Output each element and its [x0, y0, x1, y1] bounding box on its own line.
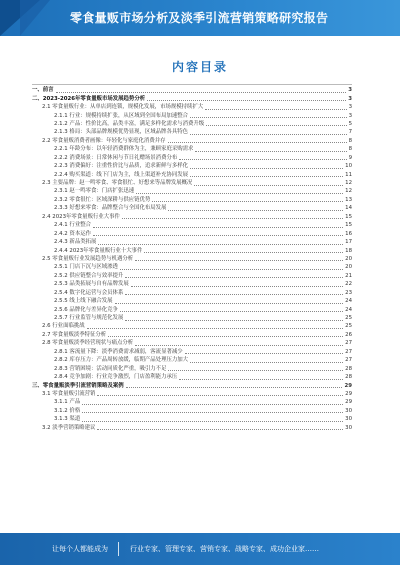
toc-entry-page: 25 [345, 323, 352, 330]
toc-entry-label: 2.8.2 库存压力：产品周转放缓，临期产品处理压力加大 [54, 357, 189, 364]
toc-entry-page: 30 [345, 424, 352, 431]
table-of-contents [32, 86, 352, 432]
toc-entry-page: 10 [345, 163, 352, 170]
toc-entry-label: 2.8.3 营销困境：活动同质化严重，吸引力不足 [54, 365, 167, 372]
toc-leader-dots [190, 176, 343, 177]
toc-entry[interactable] [32, 204, 352, 212]
toc-entry-label: 一、前言 [32, 87, 54, 94]
toc-entry[interactable] [32, 305, 352, 313]
toc-leader-dots [87, 328, 344, 329]
toc-entry[interactable] [32, 390, 352, 398]
toc-entry-page: 27 [345, 340, 352, 347]
toc-entry-page: 14 [345, 205, 352, 212]
toc-entry[interactable] [32, 364, 352, 372]
toc-leader-dots [190, 117, 347, 118]
toc-entry[interactable] [32, 398, 352, 406]
toc-leader-dots [98, 244, 343, 245]
toc-leader-dots [195, 151, 346, 152]
toc-entry-label: 2.2.4 购买渠道：线下门店为主，线上渠道补充协同发展 [54, 171, 189, 178]
toc-entry[interactable] [32, 229, 352, 237]
toc-entry-page: 21 [345, 272, 352, 279]
toc-entry-page: 30 [345, 416, 352, 423]
toc-entry[interactable] [32, 170, 352, 178]
toc-leader-dots [122, 218, 343, 219]
toc-leader-dots [135, 345, 343, 346]
toc-leader-dots [179, 159, 346, 160]
toc-leader-dots [93, 235, 343, 236]
toc-entry-page: 5 [348, 120, 352, 127]
toc-leader-dots [93, 227, 343, 228]
report-header-banner [0, 0, 400, 36]
toc-leader-dots [125, 294, 343, 295]
toc-entry-page: 18 [345, 247, 352, 254]
toc-leader-dots [82, 412, 343, 413]
toc-entry[interactable] [32, 263, 352, 271]
toc-entry-page: 23 [345, 289, 352, 296]
toc-entry-label: 三、零食量贩淡季引流营销策略及案例 [32, 382, 124, 389]
toc-entry-label: 2.8 零食量贩淡季经营现状与痛点分析 [42, 340, 134, 347]
toc-entry-label: 3.1.2 价格 [54, 407, 81, 414]
toc-leader-dots [97, 395, 343, 396]
toc-entry-label: 2.3.1 赵一鸣零食：门店扩张迅速 [54, 188, 135, 195]
toc-entry-label: 2.7 零食量贩淡季特征分析 [42, 331, 107, 338]
toc-leader-dots [147, 100, 346, 101]
toc-entry-page: 15 [345, 213, 352, 220]
toc-entry-label: 3.1 零食量贩引流营销 [42, 390, 96, 397]
toc-entry-page: 15 [345, 222, 352, 229]
toc-leader-dots [190, 362, 343, 363]
toc-entry[interactable] [32, 154, 352, 162]
toc-entry-page: 26 [345, 331, 352, 338]
footer-roles: 行业专家、管理专家、营销专家、战略专家、成功企业家…… [130, 545, 319, 553]
toc-entry-page: 3 [348, 104, 352, 111]
toc-entry[interactable] [32, 373, 352, 381]
toc-entry-page: 20 [345, 264, 352, 271]
toc-entry-label: 2.5.3 品类拓展与自有品牌发展 [54, 281, 129, 288]
toc-entry-page: 3 [348, 87, 352, 94]
toc-entry-label: 2.5.1 门店下沉与区域渗透 [54, 264, 118, 271]
toc-entry-page: 12 [345, 180, 352, 187]
toc-entry-page: 27 [345, 357, 352, 364]
toc-entry[interactable] [32, 221, 352, 229]
toc-leader-dots [120, 269, 343, 270]
toc-entry[interactable] [32, 255, 352, 263]
toc-entry-label: 2.8.4 竞争加剧：行业竞争激烈，门店盈利能力承压 [54, 374, 178, 381]
footer-divider [118, 542, 119, 556]
toc-entry[interactable] [32, 196, 352, 204]
toc-entry[interactable] [32, 162, 352, 170]
toc-entry-label: 2.3.3 好想来零食：品牌整合与全国化布局发展 [54, 205, 167, 212]
toc-entry[interactable] [32, 348, 352, 356]
toc-entry-page: 29 [345, 390, 352, 397]
toc-entry[interactable] [32, 407, 352, 415]
toc-entry-label: 2.4.3 新品类拓展 [54, 239, 97, 246]
toc-entry-label: 2.3.2 零食很忙：区域深耕与供应链优势 [54, 196, 151, 203]
toc-entry-label: 2.4.2 资本运作 [54, 230, 91, 237]
toc-entry[interactable] [32, 424, 352, 432]
toc-entry-label: 2.4 2023年零食量贩行业大事件 [42, 213, 120, 220]
toc-entry[interactable] [32, 137, 352, 145]
toc-leader-dots [126, 387, 343, 388]
toc-entry-page: 28 [345, 374, 352, 381]
toc-entry-label: 3.1.3 渠道 [54, 416, 81, 423]
toc-leader-dots [120, 311, 343, 312]
toc-entry-page: 8 [348, 146, 352, 153]
toc-entry[interactable] [32, 289, 352, 297]
report-title: 零食量贩市场分析及淡季引流营销策略研究报告 [70, 11, 329, 25]
toc-leader-dots [190, 134, 347, 135]
toc-entry[interactable] [32, 238, 352, 246]
toc-leader-dots [205, 109, 346, 110]
toc-entry[interactable] [32, 280, 352, 288]
toc-top-rule [32, 84, 352, 85]
toc-leader-dots [152, 201, 343, 202]
toc-entry[interactable] [32, 314, 352, 322]
toc-entry[interactable] [32, 331, 352, 339]
toc-entry-page: 24 [345, 298, 352, 305]
toc-entry-page: 3 [348, 95, 352, 102]
toc-leader-dots [115, 303, 344, 304]
toc-entry-page: 22 [345, 281, 352, 288]
toc-entry-page: 9 [348, 154, 352, 161]
toc-leader-dots [82, 404, 343, 405]
toc-entry[interactable] [32, 94, 352, 102]
toc-leader-dots [136, 193, 343, 194]
toc-entry-label: 二、2023-2026年零食量贩市场发展趋势分析 [32, 95, 146, 102]
toc-entry-label: 2.1 零食量贩行业：从单店到连锁，规模化发展，市场规模持续扩大 [42, 104, 204, 111]
toc-leader-dots [168, 210, 343, 211]
toc-entry-label: 2.1.1 行业：规模持续扩张，从区域到全国布局加速整合 [54, 112, 189, 119]
toc-entry-page: 29 [344, 382, 352, 389]
toc-entry[interactable] [32, 213, 352, 221]
toc-entry[interactable] [32, 179, 352, 187]
toc-entry-page: 25 [345, 315, 352, 322]
toc-entry-label: 2.5 零食量贩行业发展趋势与机遇分析 [42, 255, 134, 262]
toc-leader-dots [125, 320, 343, 321]
toc-entry[interactable] [32, 297, 352, 305]
toc-leader-dots [194, 185, 343, 186]
toc-entry-page: 16 [345, 230, 352, 237]
toc-entry-label: 2.2 零食量贩消费者画像：年轻化与家庭化消费并存 [42, 137, 166, 144]
toc-entry[interactable] [32, 86, 352, 94]
toc-entry[interactable] [32, 120, 352, 128]
footer-banner [0, 533, 400, 565]
toc-entry-label: 2.2.1 年龄分布：以年轻消费群体为主，兼顾家庭采购需求 [54, 146, 194, 153]
toc-entry-page: 11 [345, 171, 352, 178]
toc-leader-dots [185, 353, 344, 354]
toc-leader-dots [144, 252, 343, 253]
toc-entry-page: 7 [348, 129, 352, 136]
toc-entry[interactable] [32, 187, 352, 195]
toc-entry-label: 2.3 主要品牌：赵一鸣零食、零食很忙、好想来等品牌发展概况 [42, 180, 193, 187]
toc-entry-label: 3.2 淡季营销策略建议 [42, 424, 96, 431]
toc-leader-dots [190, 168, 343, 169]
toc-entry-page: 13 [345, 196, 352, 203]
header-decoration-overlay [20, 0, 50, 36]
toc-leader-dots [125, 277, 343, 278]
toc-entry-label: 2.5.4 数字化运营与会员体系 [54, 289, 124, 296]
toc-entry-label: 2.2.3 消费偏好：注重性价比与品质，追求新鲜与多样化 [54, 163, 189, 170]
toc-entry[interactable] [32, 272, 352, 280]
toc-entry-page: 30 [345, 407, 352, 414]
toc-entry[interactable] [32, 415, 352, 423]
toc-entry-label: 2.4.1 行业整合 [54, 222, 91, 229]
toc-leader-dots [168, 370, 343, 371]
toc-entry-label: 2.1.2 产品：性价比高，品类丰富，满足多样化需求与消费升级 [54, 120, 205, 127]
toc-entry-page: 3 [348, 112, 352, 119]
toc-entry-label: 2.6 行业面临挑战 [42, 323, 85, 330]
toc-entry[interactable] [32, 322, 352, 330]
toc-entry[interactable] [32, 339, 352, 347]
toc-leader-dots [131, 286, 343, 287]
toc-entry-page: 12 [345, 188, 352, 195]
toc-entry-page: 27 [345, 348, 352, 355]
toc-entry-label: 2.5.7 行业监管与规范化发展 [54, 315, 124, 322]
toc-entry[interactable] [32, 128, 352, 136]
toc-entry-label: 2.8.1 客流量下降：淡季消费需求减弱，客流显著减少 [54, 348, 183, 355]
toc-entry[interactable] [32, 381, 352, 389]
toc-leader-dots [179, 379, 343, 380]
toc-entry-page: 17 [345, 239, 352, 246]
toc-entry-page: 24 [345, 306, 352, 313]
toc-entry-label: 2.4.4 2023年零食量贩行业十大事件 [54, 247, 143, 254]
toc-entry-page: 28 [345, 365, 352, 372]
footer-slogan: 让每个人都能成为 [52, 545, 108, 553]
toc-entry-label: 3.1.1 产品 [54, 399, 81, 406]
toc-leader-dots [56, 92, 347, 93]
toc-entry-page: 29 [345, 399, 352, 406]
toc-heading: 内容目录 [171, 60, 228, 74]
toc-leader-dots [206, 125, 346, 126]
toc-entry-label: 2.2.2 消费场景：日常休闲与节日礼赠场景消费分布 [54, 154, 178, 161]
toc-entry[interactable] [32, 246, 352, 254]
toc-leader-dots [82, 421, 343, 422]
toc-entry[interactable] [32, 356, 352, 364]
toc-leader-dots [108, 336, 343, 337]
toc-entry-page: 20 [345, 255, 352, 262]
toc-entry-page: 8 [348, 137, 352, 144]
toc-entry[interactable] [32, 103, 352, 111]
toc-leader-dots [97, 429, 343, 430]
toc-leader-dots [168, 142, 347, 143]
toc-entry[interactable] [32, 111, 352, 119]
toc-entry-label: 2.5.5 线上线下融合发展 [54, 298, 113, 305]
toc-entry-label: 2.1.3 格局：头部品牌规模优势显现，区域品牌各具特色 [54, 129, 189, 136]
toc-entry[interactable] [32, 145, 352, 153]
toc-entry-label: 2.5.6 品牌化与差异化竞争 [54, 306, 118, 313]
toc-entry-label: 2.5.2 供应链整合与效率提升 [54, 272, 124, 279]
toc-leader-dots [135, 260, 343, 261]
